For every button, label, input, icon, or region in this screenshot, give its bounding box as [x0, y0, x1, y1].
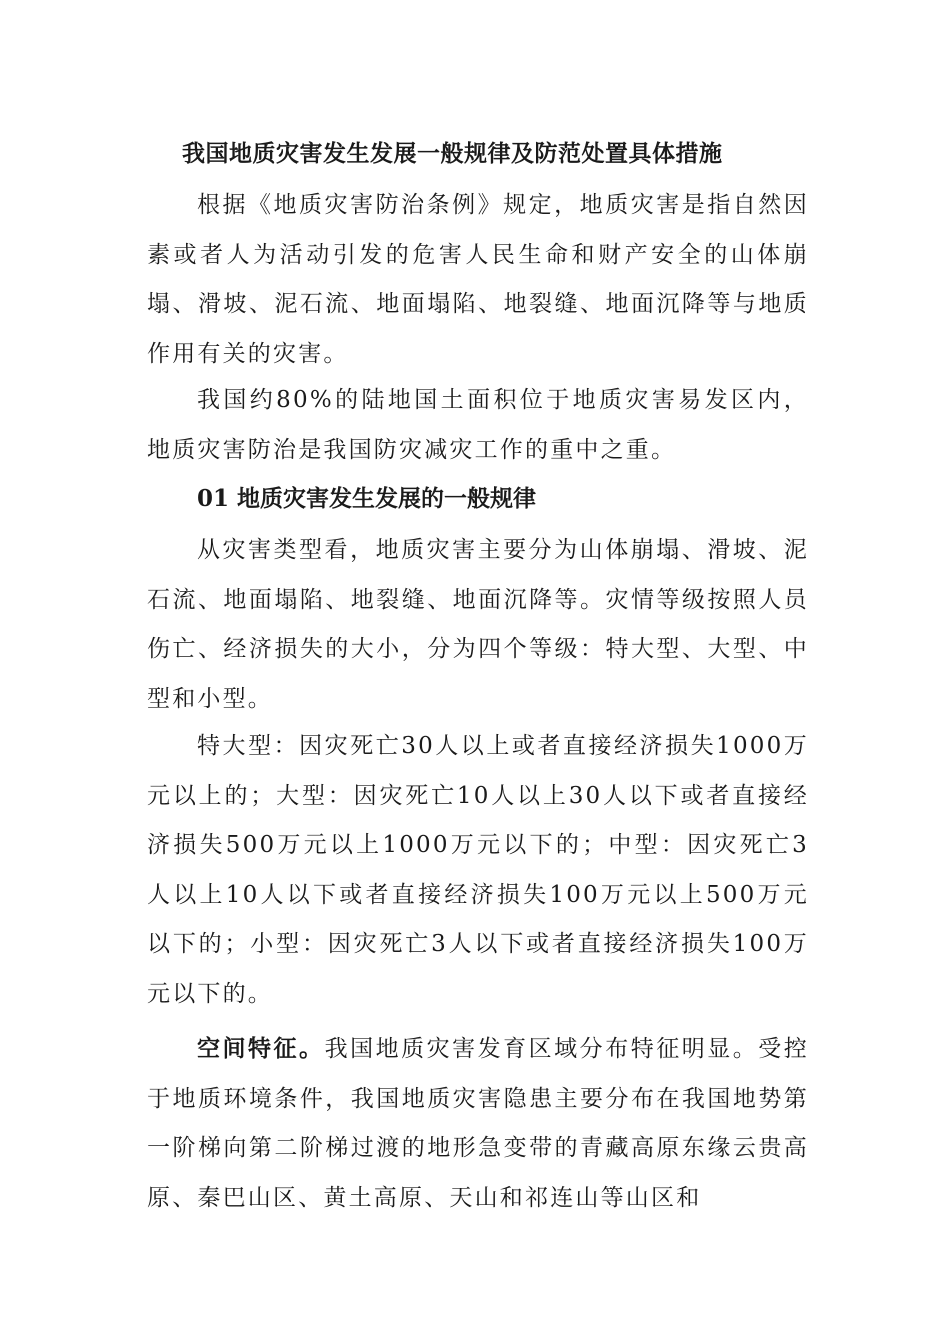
paragraph-disaster-types: 从灾害类型看，地质灾害主要分为山体崩塌、滑坡、泥石流、地面塌陷、地裂缝、地面沉降等。灾情等级按照人员伤亡、经济损失的大小，分为四个等级：特大型、大型、中型和小型。 — [147, 537, 809, 712]
paragraph-spatial-features — [147, 1024, 809, 1223]
document-title: 我国地质灾害发生发展一般规律及防范处置具体措施 — [182, 140, 723, 167]
spatial-features-lead: 空间特征。 — [197, 1035, 325, 1062]
spatial-features-body: 我国地质灾害发育区域分布特征明显。受控于地质环境条件，我国地质灾害隐患主要分布在我国地势第一阶梯向第二阶梯过渡的地形急变带的青藏高原东缘云贵高原、秦巴山区、黄土高原、天山和祁连山等山区和 — [147, 1036, 809, 1211]
paragraph-definition: 根据《地质灾害防治条例》规定，地质灾害是指自然因素或者人为活动引发的危害人民生命和财产安全的山体崩塌、滑坡、泥石流、地面塌陷、地裂缝、地面沉降等与地质作用有关的灾害。 — [147, 192, 809, 367]
paragraph-importance: 我国约80%的陆地国土面积位于地质灾害易发区内，地质灾害防治是我国防灾减灾工作的重中之重。 — [147, 387, 809, 463]
paragraph-disaster-levels: 特大型：因灾死亡30人以上或者直接经济损失1000万元以上的；大型：因灾死亡10人以上30人以下或者直接经济损失500万元以上1000万元以下的；中型：因灾死亡3人以上10人以下或者直接经济损失100万元以上500万元以下的；小型：因灾死亡3人以下或者直接经济损失100万元以下的。 — [147, 733, 809, 1007]
section-heading: 01 地质灾害发生发展的一般规律 — [197, 485, 537, 512]
